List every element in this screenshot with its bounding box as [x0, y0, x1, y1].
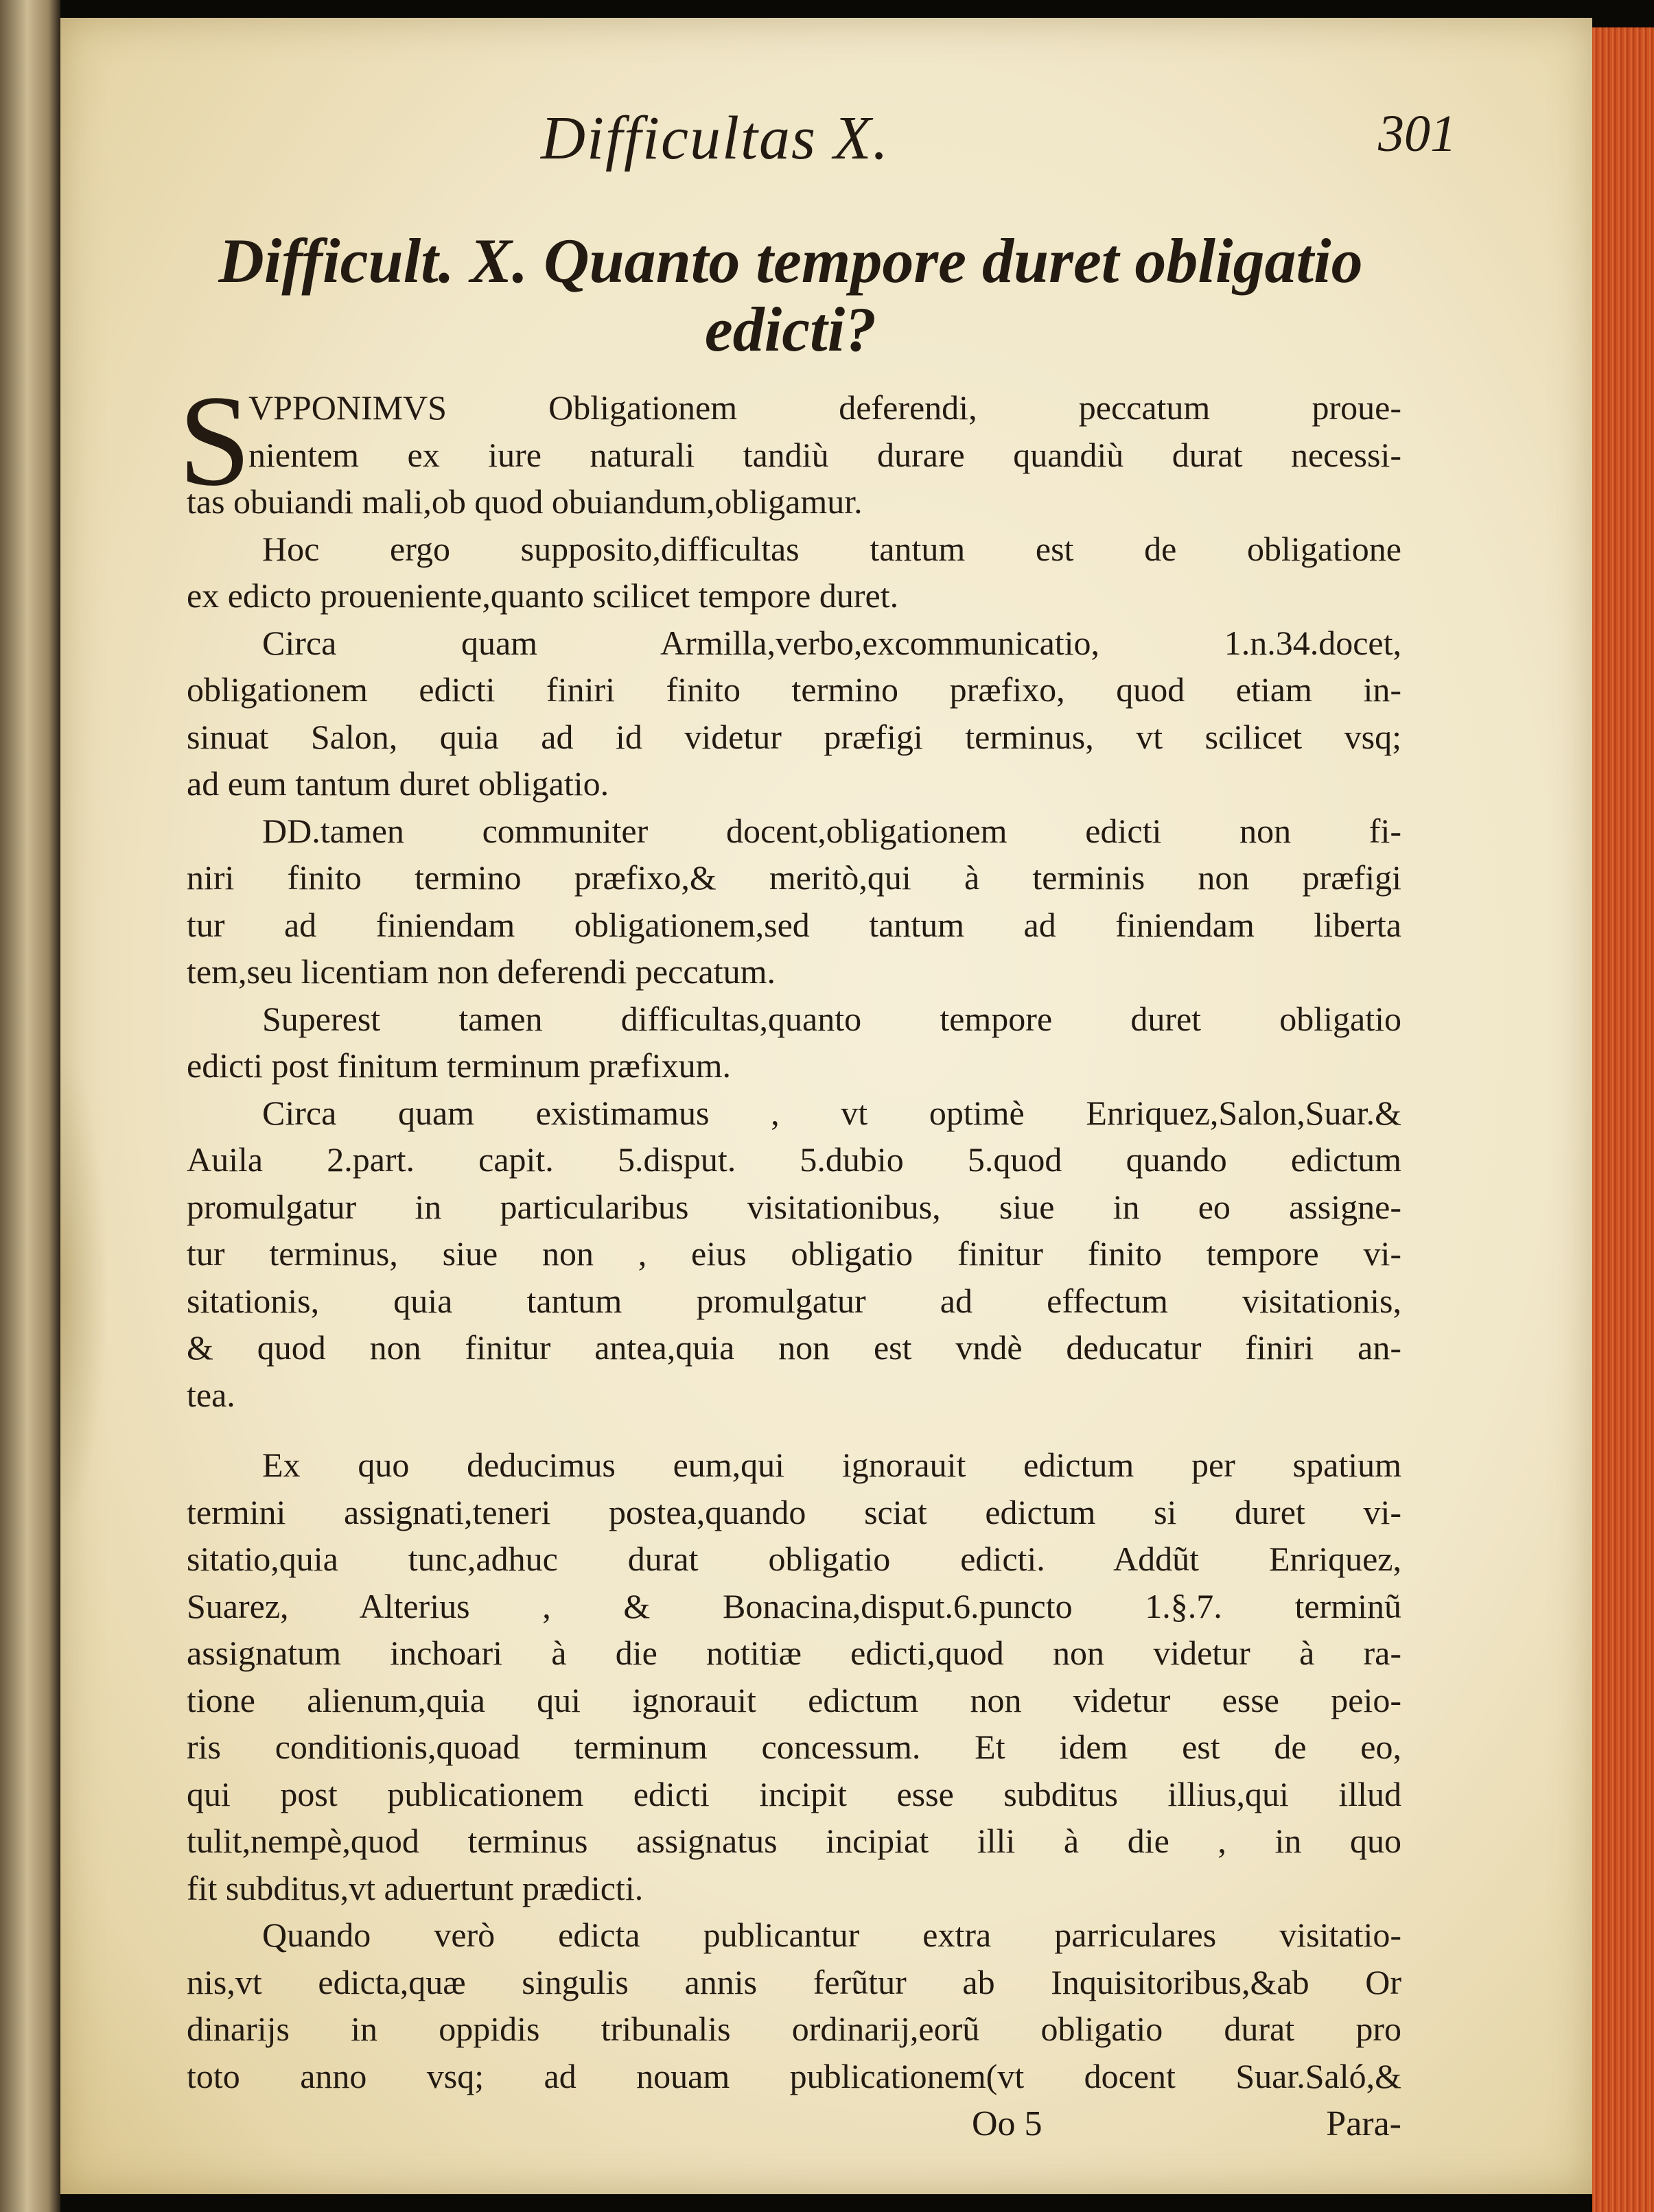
paragraph-4 [187, 808, 1401, 996]
text-line: & quod non finitur antea,quia non est vndè deducatur finiri an- [187, 1328, 1401, 1367]
text-line: tione alienum,quia qui ignorauit edictum non videtur esse peio- [187, 1680, 1401, 1719]
page-text-block [178, 103, 1456, 2158]
paper-stain [60, 1047, 108, 1527]
text-line: sitatio,quia tunc,adhuc durat obligatio edicti. Addũt Enriquez, [187, 1540, 1401, 1578]
text-line: ad eum tantum duret obligatio. [187, 764, 609, 803]
text-line: ris conditionis,quoad terminum concessum. Et idem est de eo, [187, 1728, 1401, 1766]
text-line-content: VPPONIMVS Obligationem deferendi, peccatum proue- [248, 388, 1401, 427]
section-title-line-1: Difficult. X. Quanto tempore duret obligatio [218, 226, 1363, 296]
text-line: qui post publicationem edicti incipit esse subditus illius,qui illud [187, 1774, 1401, 1813]
text-line: sinuat Salon, quia ad id videtur præfigi terminus, vt scilicet vsq; [187, 717, 1401, 756]
text-line: termini assignati,teneri postea,quando sciat edictum si duret vi- [187, 1492, 1401, 1531]
section-title-line-2: edicti? [704, 294, 877, 364]
text-line: assignatum inchoari à die notitiæ edicti,quod non videtur à ra- [187, 1634, 1401, 1672]
text-line: obligationem edicti finiri finito termino præfixo, quod etiam in- [187, 670, 1401, 709]
text-line: toto anno vsq; ad nouam publicationem(vt docent Suar.Saló,& [187, 2056, 1401, 2095]
running-head [187, 103, 1456, 199]
page-footer [187, 2104, 1401, 2158]
text-line: nientem ex iure naturali tandiù durare quandiù durat necessi- [248, 435, 1401, 474]
text-line: edicti post finitum terminum præfixum. [187, 1046, 731, 1085]
text-line: promulgatur in particularibus visitationibus, siue in eo assigne- [187, 1187, 1401, 1226]
text-line: ex edicto proueniente,quanto scilicet tempore duret. [187, 576, 899, 615]
text-line: Auila 2.part. capit. 5.disput. 5.dubio 5.quod quando edictum [187, 1140, 1401, 1179]
drop-cap: S [178, 369, 251, 513]
page-number: 301 [1378, 105, 1456, 163]
paragraph-5 [187, 996, 1401, 1090]
text-line: DD.tamen communiter docent,obligationem edicti non fi- [262, 811, 1401, 850]
text-line: tea. [187, 1375, 235, 1414]
section-title [180, 226, 1401, 364]
text-line: Superest tamen difficultas,quanto tempore duret obligatio [262, 999, 1401, 1038]
text-line: fit subditus,vt aduertunt prædicti. [187, 1868, 644, 1907]
paragraph-7 [187, 1442, 1401, 1911]
text-line: tem,seu licentiam non deferendi peccatum. [187, 952, 776, 991]
paragraph-6 [187, 1090, 1401, 1419]
text-line: nis,vt edicta,quæ singulis annis ferũtur ab Inquisitoribus,&ab Or [187, 1962, 1401, 2001]
paragraph-gap [187, 1418, 1401, 1442]
running-head-title: Difficultas X. [541, 104, 889, 172]
text-line: tur terminus, siue non , eius obligatio finitur finito tempore vi- [187, 1234, 1401, 1273]
text-line: Circa quam Armilla,verbo,excommunicatio, 1.n.34.docet, [262, 623, 1401, 662]
text-line: Ex quo deducimus eum,qui ignorauit edictum per spatium [262, 1446, 1401, 1484]
signature-mark: Oo 5 [972, 2104, 1043, 2143]
text-line: tur ad finiendam obligationem,sed tantum ad finiendam liberta [187, 905, 1401, 944]
paragraph-3 [187, 620, 1401, 808]
text-line: Suarez, Alterius , & Bonacina,disput.6.puncto 1.§.7. terminũ [187, 1586, 1401, 1625]
paragraph-8 [187, 1911, 1401, 2099]
text-line: tas obuiandi mali,ob quod obuiandum,obligamur. [187, 482, 863, 521]
text-line: Quando verò edicta publicantur extra parriculares visitatio- [262, 1916, 1401, 1954]
red-page-edges [1592, 27, 1654, 2212]
paragraph-2 [187, 526, 1401, 620]
catchword: Para- [1326, 2104, 1401, 2143]
text-line: dinarijs in oppidis tribunalis ordinarij,eorũ obligatio durat pro [187, 2010, 1401, 2048]
text-line: niri finito termino præfixo,& meritò,qui à terminis non præfigi [187, 858, 1401, 897]
text-line: Circa quam existimamus , vt optimè Enriquez,Salon,Suar.& [262, 1093, 1401, 1132]
body-text [178, 369, 1401, 2158]
text-line: tulit,nempè,quod terminus assignatus incipiat illi à die , in quo [187, 1822, 1401, 1860]
paragraph-1 [178, 369, 1401, 526]
facing-page-edge [0, 0, 60, 2212]
text-line: Hoc ergo supposito,difficultas tantum est de obligatione [262, 529, 1401, 568]
text-line: sitationis, quia tantum promulgatur ad effectum visitationis, [187, 1281, 1401, 1320]
